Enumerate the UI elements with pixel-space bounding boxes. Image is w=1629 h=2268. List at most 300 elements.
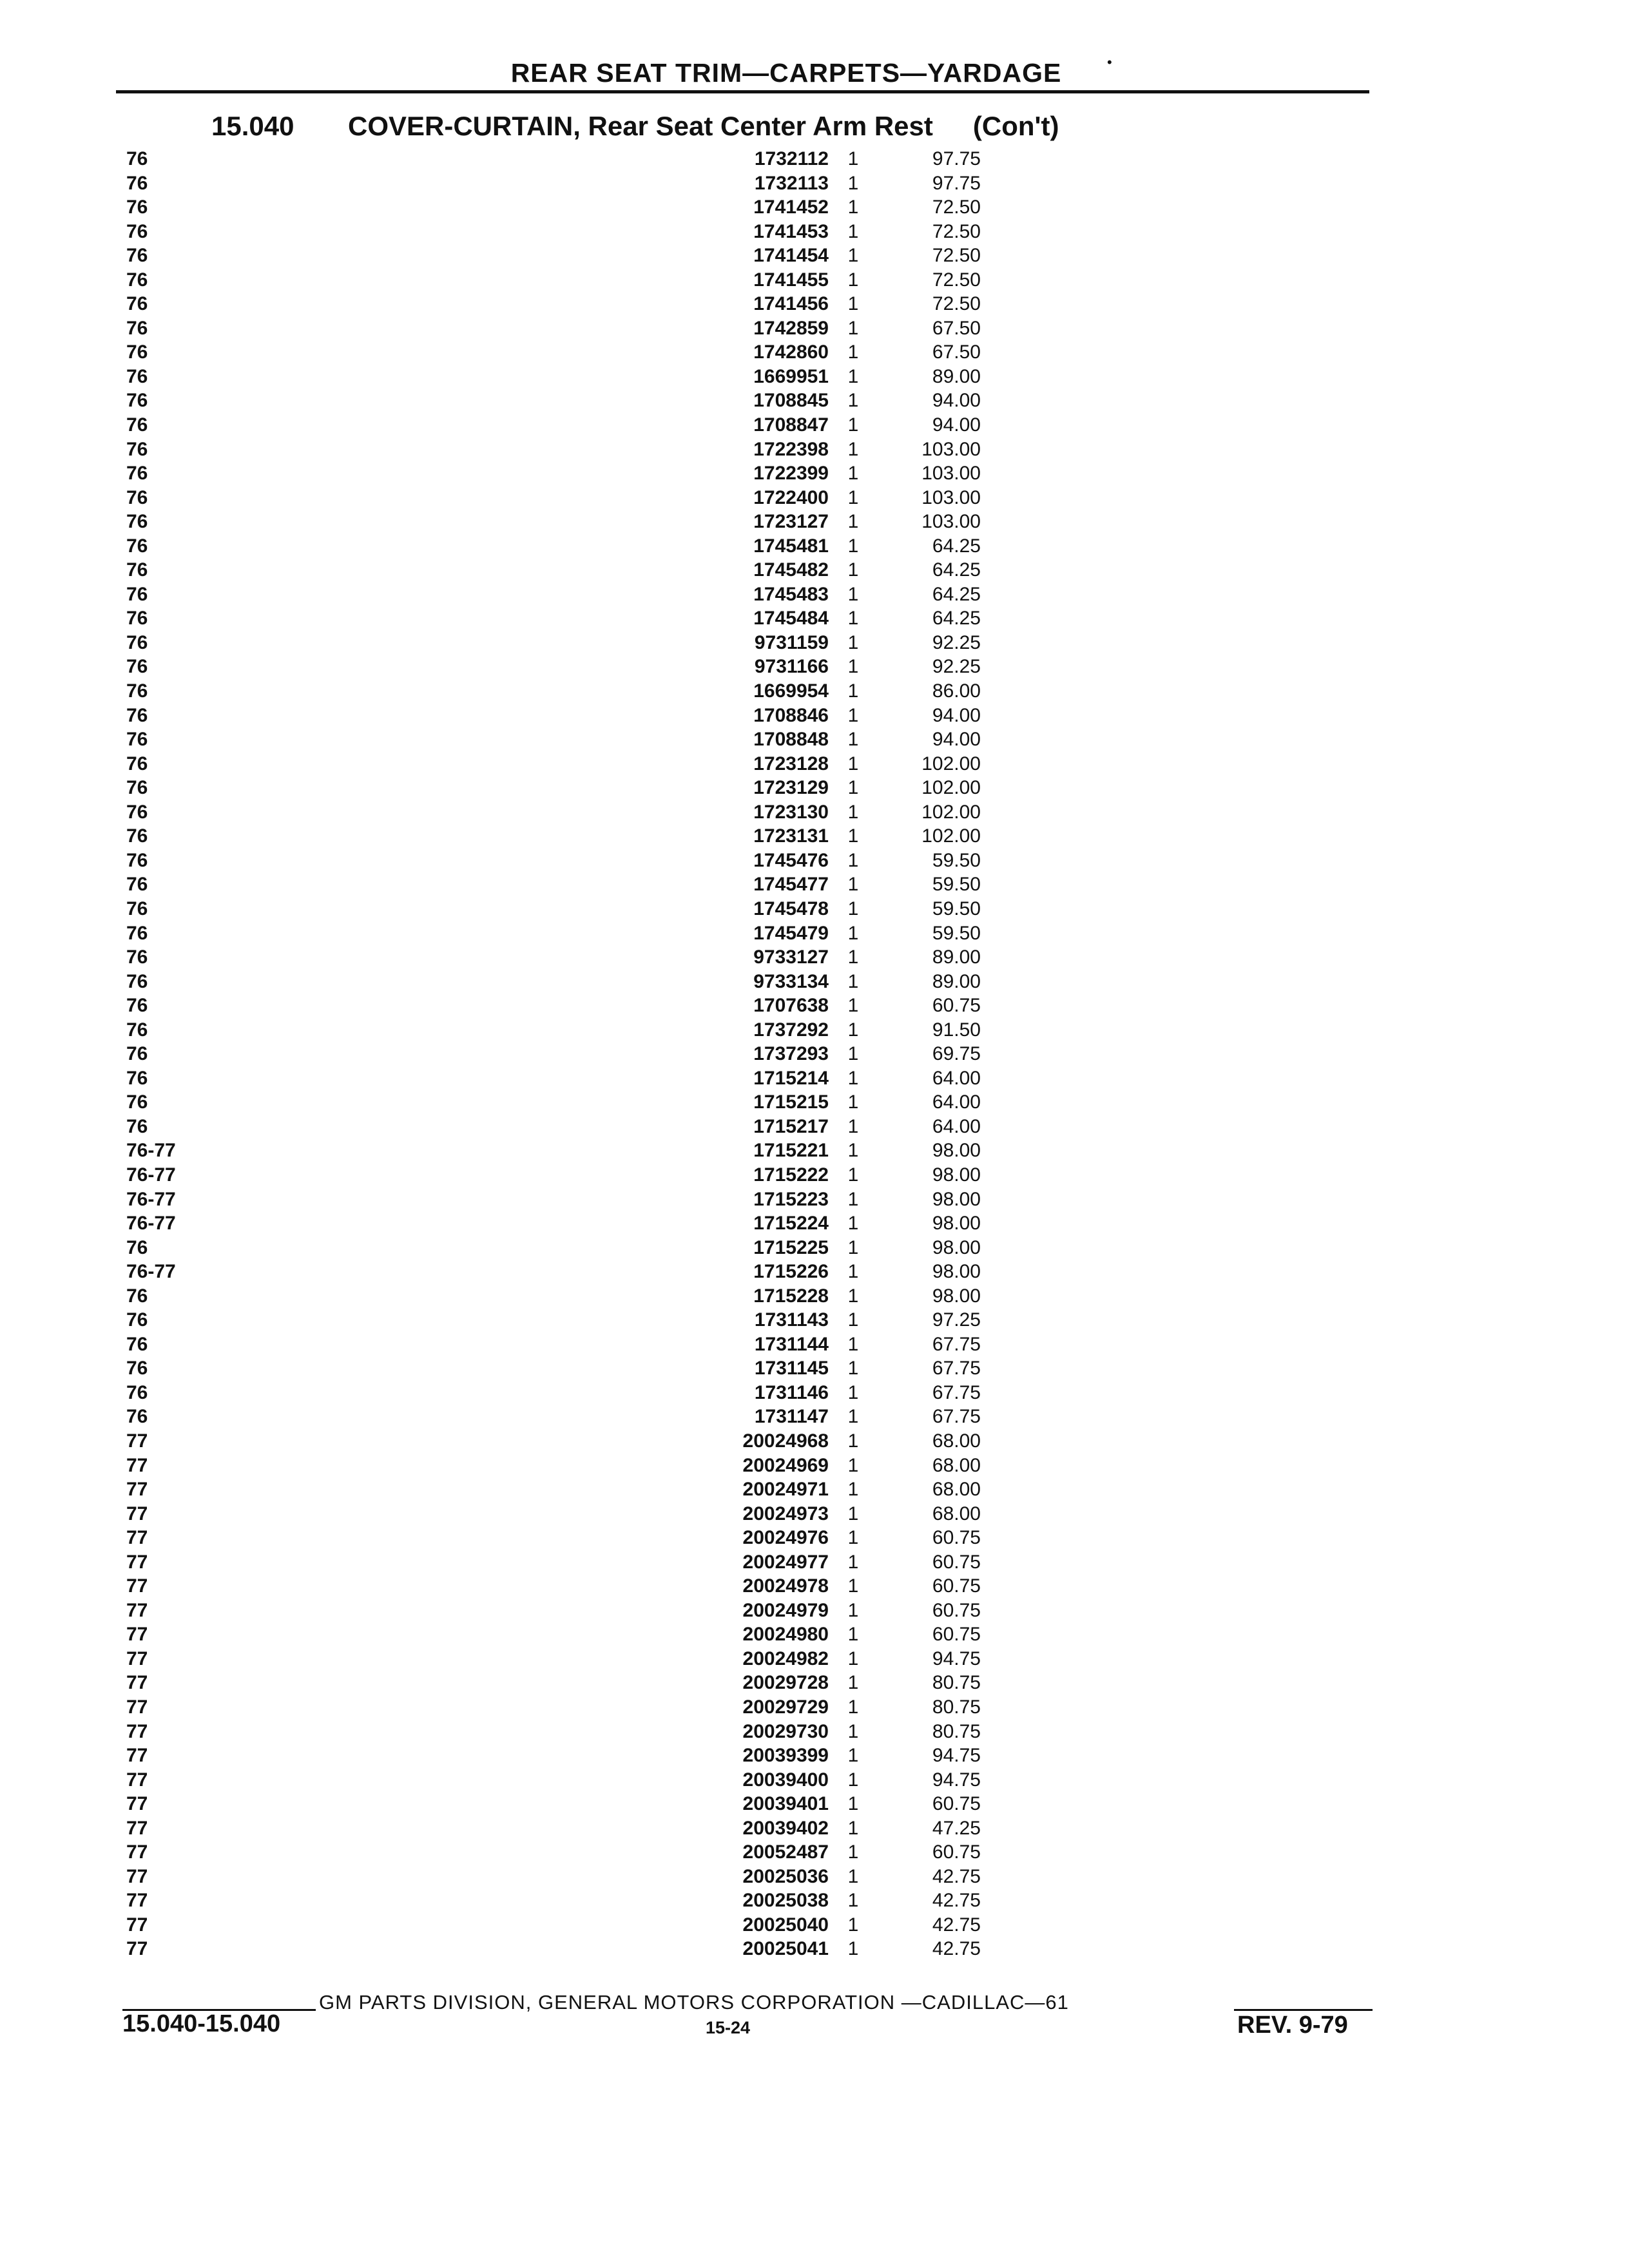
model-year: 76 xyxy=(126,1333,148,1355)
quantity: 1 xyxy=(847,341,859,363)
quantity: 1 xyxy=(847,1091,859,1113)
table-row xyxy=(126,340,1370,365)
price: 98.00 xyxy=(932,1261,981,1283)
quantity: 1 xyxy=(847,995,859,1017)
part-number: 20029729 xyxy=(742,1696,829,1718)
quantity: 1 xyxy=(847,777,859,799)
parts-table xyxy=(126,147,1370,1961)
quantity: 1 xyxy=(847,704,859,726)
part-number: 1741456 xyxy=(753,293,829,315)
price: 60.75 xyxy=(932,995,981,1017)
price: 94.75 xyxy=(932,1769,981,1791)
quantity: 1 xyxy=(847,1358,859,1379)
price: 60.75 xyxy=(932,1551,981,1573)
quantity: 1 xyxy=(847,1213,859,1235)
quantity: 1 xyxy=(847,535,859,557)
price: 89.00 xyxy=(932,947,981,968)
quantity: 1 xyxy=(847,631,859,653)
price: 103.00 xyxy=(921,486,981,508)
quantity: 1 xyxy=(847,1261,859,1283)
model-year: 77 xyxy=(126,1841,148,1863)
table-row xyxy=(126,558,1370,582)
quantity: 1 xyxy=(847,148,859,169)
footer-rule-right xyxy=(1234,2009,1373,2011)
part-number: 1723127 xyxy=(753,511,829,533)
table-row xyxy=(126,1477,1370,1502)
part-number: 1745478 xyxy=(753,898,829,919)
table-row xyxy=(126,1840,1370,1865)
quantity: 1 xyxy=(847,1624,859,1646)
table-row xyxy=(126,1622,1370,1647)
table-row xyxy=(126,1647,1370,1671)
part-number: 20024971 xyxy=(742,1479,829,1501)
price: 64.00 xyxy=(932,1067,981,1089)
model-year: 76 xyxy=(126,1381,148,1403)
model-year: 76 xyxy=(126,390,148,412)
table-row xyxy=(126,897,1370,921)
price: 97.75 xyxy=(932,172,981,194)
section-code: 15.040-15.040 xyxy=(122,2010,281,2037)
section-heading xyxy=(211,110,1371,143)
model-year: 76 xyxy=(126,365,148,387)
model-year: 76 xyxy=(126,947,148,968)
part-number: 1723129 xyxy=(753,777,829,799)
section-continued: (Con't) xyxy=(972,111,1059,141)
quantity: 1 xyxy=(847,293,859,315)
table-row xyxy=(126,510,1370,534)
quantity: 1 xyxy=(847,1599,859,1621)
quantity: 1 xyxy=(847,1067,859,1089)
part-number: 1723130 xyxy=(753,801,829,823)
model-year: 76 xyxy=(126,1406,148,1428)
part-number: 1669954 xyxy=(753,680,829,702)
price: 59.50 xyxy=(932,922,981,944)
quantity: 1 xyxy=(847,1043,859,1065)
part-number: 1737292 xyxy=(753,1019,829,1041)
model-year: 76 xyxy=(126,1115,148,1137)
model-year: 76 xyxy=(126,293,148,315)
quantity: 1 xyxy=(847,1309,859,1331)
table-row xyxy=(126,534,1370,559)
table-row xyxy=(126,1816,1370,1841)
model-year: 77 xyxy=(126,1914,148,1936)
model-year: 76-77 xyxy=(126,1188,176,1210)
price: 67.75 xyxy=(932,1333,981,1355)
price: 42.75 xyxy=(932,1865,981,1887)
model-year: 77 xyxy=(126,1817,148,1839)
publisher-line: GM PARTS DIVISION, GENERAL MOTORS CORPORATION —CADILLAC—61 xyxy=(319,1991,1069,2013)
price: 67.50 xyxy=(932,341,981,363)
model-year: 77 xyxy=(126,1551,148,1573)
model-year: 76 xyxy=(126,680,148,702)
table-row xyxy=(126,679,1370,704)
part-number: 1745481 xyxy=(753,535,829,557)
price: 60.75 xyxy=(932,1575,981,1597)
model-year: 77 xyxy=(126,1938,148,1960)
price: 60.75 xyxy=(932,1793,981,1815)
table-row xyxy=(126,1671,1370,1695)
model-year: 76-77 xyxy=(126,1140,176,1162)
table-row xyxy=(126,1332,1370,1357)
model-year: 76 xyxy=(126,729,148,751)
part-number: 1715223 xyxy=(753,1188,829,1210)
part-number: 1745479 xyxy=(753,922,829,944)
price: 72.50 xyxy=(932,293,981,315)
quantity: 1 xyxy=(847,947,859,968)
quantity: 1 xyxy=(847,1696,859,1718)
model-year: 76 xyxy=(126,970,148,992)
model-year: 77 xyxy=(126,1793,148,1815)
part-number: 20024979 xyxy=(742,1599,829,1621)
model-year: 77 xyxy=(126,1454,148,1476)
price: 64.00 xyxy=(932,1091,981,1113)
quantity: 1 xyxy=(847,1381,859,1403)
quantity: 1 xyxy=(847,729,859,751)
quantity: 1 xyxy=(847,1115,859,1137)
model-year: 76 xyxy=(126,414,148,436)
table-row xyxy=(126,1888,1370,1913)
part-number: 20025041 xyxy=(742,1938,829,1960)
price: 42.75 xyxy=(932,1890,981,1912)
table-row xyxy=(126,1526,1370,1550)
quantity: 1 xyxy=(847,1430,859,1452)
page-header xyxy=(116,57,1369,93)
model-year: 76-77 xyxy=(126,1261,176,1283)
price: 42.75 xyxy=(932,1914,981,1936)
table-row xyxy=(126,268,1370,293)
price: 68.00 xyxy=(932,1503,981,1524)
quantity: 1 xyxy=(847,922,859,944)
part-number: 1715226 xyxy=(753,1261,829,1283)
model-year: 77 xyxy=(126,1503,148,1524)
part-number: 20024982 xyxy=(742,1648,829,1669)
page-title: REAR SEAT TRIM—CARPETS—YARDAGE xyxy=(510,58,1062,88)
table-row xyxy=(126,1308,1370,1332)
model-year: 76 xyxy=(126,922,148,944)
model-year: 77 xyxy=(126,1745,148,1767)
table-row xyxy=(126,1405,1370,1429)
table-row xyxy=(126,849,1370,873)
price: 98.00 xyxy=(932,1188,981,1210)
quantity: 1 xyxy=(847,1938,859,1960)
model-year: 77 xyxy=(126,1890,148,1912)
part-number: 1732113 xyxy=(754,172,829,194)
model-year: 76 xyxy=(126,341,148,363)
quantity: 1 xyxy=(847,1454,859,1476)
quantity: 1 xyxy=(847,1769,859,1791)
table-row xyxy=(126,606,1370,631)
quantity: 1 xyxy=(847,1140,859,1162)
quantity: 1 xyxy=(847,1817,859,1839)
model-year: 76 xyxy=(126,849,148,871)
quantity: 1 xyxy=(847,390,859,412)
part-number: 20039399 xyxy=(742,1745,829,1767)
table-row xyxy=(126,195,1370,220)
model-year: 77 xyxy=(126,1527,148,1549)
table-row xyxy=(126,437,1370,462)
table-row xyxy=(126,486,1370,510)
part-number: 20025040 xyxy=(742,1914,829,1936)
price: 102.00 xyxy=(921,825,981,847)
part-number: 1745482 xyxy=(753,559,829,581)
table-row xyxy=(126,1502,1370,1526)
table-row xyxy=(126,1211,1370,1236)
price: 94.00 xyxy=(932,729,981,751)
table-row xyxy=(126,776,1370,800)
part-number: 9731166 xyxy=(754,656,829,678)
table-row xyxy=(126,921,1370,946)
model-year: 77 xyxy=(126,1479,148,1501)
table-row xyxy=(126,220,1370,244)
part-number: 1715222 xyxy=(753,1164,829,1186)
part-number: 20029730 xyxy=(742,1720,829,1742)
part-number: 9733127 xyxy=(753,947,829,968)
quantity: 1 xyxy=(847,1188,859,1210)
price: 64.00 xyxy=(932,1115,981,1137)
model-year: 77 xyxy=(126,1575,148,1597)
quantity: 1 xyxy=(847,1527,859,1549)
table-row xyxy=(126,872,1370,897)
quantity: 1 xyxy=(847,801,859,823)
part-number: 1715221 xyxy=(753,1140,829,1162)
scan-mark: • xyxy=(1107,54,1112,70)
model-year: 76 xyxy=(126,995,148,1017)
price: 98.00 xyxy=(932,1164,981,1186)
quantity: 1 xyxy=(847,511,859,533)
table-row xyxy=(126,244,1370,268)
quantity: 1 xyxy=(847,608,859,629)
quantity: 1 xyxy=(847,849,859,871)
quantity: 1 xyxy=(847,172,859,194)
table-row xyxy=(126,1599,1370,1623)
quantity: 1 xyxy=(847,1914,859,1936)
model-year: 76 xyxy=(126,148,148,169)
price: 89.00 xyxy=(932,970,981,992)
table-row xyxy=(126,655,1370,679)
quantity: 1 xyxy=(847,1865,859,1887)
part-number: 20025036 xyxy=(742,1865,829,1887)
table-row xyxy=(126,1454,1370,1478)
part-number: 9731159 xyxy=(754,631,829,653)
model-year: 76 xyxy=(126,1067,148,1089)
table-row xyxy=(126,1865,1370,1889)
part-number: 20024968 xyxy=(742,1430,829,1452)
header-rule xyxy=(116,90,1369,93)
quantity: 1 xyxy=(847,220,859,242)
part-number: 1708846 xyxy=(753,704,829,726)
price: 92.25 xyxy=(932,631,981,653)
quantity: 1 xyxy=(847,365,859,387)
model-year: 76 xyxy=(126,1285,148,1307)
model-year: 77 xyxy=(126,1720,148,1742)
part-number: 1715228 xyxy=(753,1285,829,1307)
price: 97.75 xyxy=(932,148,981,169)
price: 102.00 xyxy=(921,777,981,799)
model-year: 76 xyxy=(126,825,148,847)
model-year: 76 xyxy=(126,1043,148,1065)
model-year: 76 xyxy=(126,438,148,460)
part-number: 1715214 xyxy=(753,1067,829,1089)
part-number: 1741455 xyxy=(753,269,829,291)
price: 67.50 xyxy=(932,317,981,339)
model-year: 77 xyxy=(126,1672,148,1694)
part-number: 1723128 xyxy=(753,753,829,774)
revision-label: REV. 9-79 xyxy=(1237,2012,1348,2039)
table-row xyxy=(126,945,1370,970)
price: 64.25 xyxy=(932,608,981,629)
table-row xyxy=(126,1236,1370,1260)
quantity: 1 xyxy=(847,680,859,702)
part-number: 1731145 xyxy=(754,1358,829,1379)
part-number: 1722399 xyxy=(753,463,829,485)
model-year: 76 xyxy=(126,1309,148,1331)
model-year: 77 xyxy=(126,1696,148,1718)
price: 103.00 xyxy=(921,438,981,460)
section-number: 15.040 xyxy=(211,111,294,141)
quantity: 1 xyxy=(847,438,859,460)
part-number: 1737293 xyxy=(753,1043,829,1065)
price: 60.75 xyxy=(932,1624,981,1646)
price: 80.75 xyxy=(932,1720,981,1742)
table-row xyxy=(126,1913,1370,1937)
price: 69.75 xyxy=(932,1043,981,1065)
quantity: 1 xyxy=(847,656,859,678)
table-row xyxy=(126,1550,1370,1575)
table-row xyxy=(126,970,1370,994)
table-row xyxy=(126,1429,1370,1454)
part-number: 1722398 xyxy=(753,438,829,460)
model-year: 76 xyxy=(126,801,148,823)
table-row xyxy=(126,365,1370,389)
table-row xyxy=(126,389,1370,413)
price: 94.00 xyxy=(932,704,981,726)
table-row xyxy=(126,1381,1370,1405)
model-year: 77 xyxy=(126,1648,148,1669)
part-number: 9733134 xyxy=(753,970,829,992)
price: 72.50 xyxy=(932,245,981,267)
price: 103.00 xyxy=(921,463,981,485)
price: 47.25 xyxy=(932,1817,981,1839)
table-row xyxy=(126,1163,1370,1187)
table-row xyxy=(126,727,1370,752)
part-number: 20039402 xyxy=(742,1817,829,1839)
model-year: 76 xyxy=(126,1091,148,1113)
part-number: 20024977 xyxy=(742,1551,829,1573)
part-number: 1745483 xyxy=(753,583,829,605)
price: 59.50 xyxy=(932,849,981,871)
table-row xyxy=(126,1574,1370,1599)
part-number: 1731147 xyxy=(754,1406,829,1428)
price: 68.00 xyxy=(932,1430,981,1452)
quantity: 1 xyxy=(847,970,859,992)
part-number: 1742860 xyxy=(753,341,829,363)
part-number: 1741454 xyxy=(753,245,829,267)
price: 42.75 xyxy=(932,1938,981,1960)
part-number: 1745477 xyxy=(753,874,829,896)
part-number: 1723131 xyxy=(753,825,829,847)
section-name: COVER-CURTAIN, Rear Seat Center Arm Rest xyxy=(348,111,933,141)
price: 72.50 xyxy=(932,269,981,291)
model-year: 77 xyxy=(126,1430,148,1452)
quantity: 1 xyxy=(847,583,859,605)
quantity: 1 xyxy=(847,1479,859,1501)
quantity: 1 xyxy=(847,486,859,508)
model-year: 76 xyxy=(126,608,148,629)
price: 103.00 xyxy=(921,511,981,533)
model-year: 76 xyxy=(126,753,148,774)
quantity: 1 xyxy=(847,1720,859,1742)
part-number: 1745476 xyxy=(753,849,829,871)
part-number: 20039401 xyxy=(742,1793,829,1815)
model-year: 76 xyxy=(126,777,148,799)
quantity: 1 xyxy=(847,1745,859,1767)
part-number: 1731143 xyxy=(754,1309,829,1331)
table-row xyxy=(126,1018,1370,1043)
model-year: 76 xyxy=(126,656,148,678)
quantity: 1 xyxy=(847,1890,859,1912)
model-year: 76 xyxy=(126,511,148,533)
table-row xyxy=(126,1115,1370,1139)
price: 94.75 xyxy=(932,1745,981,1767)
price: 60.75 xyxy=(932,1527,981,1549)
model-year: 76 xyxy=(126,317,148,339)
part-number: 1731144 xyxy=(754,1333,829,1355)
table-row xyxy=(126,171,1370,196)
table-row xyxy=(126,704,1370,728)
table-row xyxy=(126,631,1370,655)
table-row xyxy=(126,752,1370,776)
model-year: 76 xyxy=(126,898,148,919)
part-number: 1715225 xyxy=(753,1236,829,1258)
quantity: 1 xyxy=(847,1841,859,1863)
part-number: 1708848 xyxy=(753,729,829,751)
quantity: 1 xyxy=(847,245,859,267)
part-number: 1722400 xyxy=(753,486,829,508)
price: 98.00 xyxy=(932,1140,981,1162)
page-number: 15-24 xyxy=(706,2018,751,2037)
part-number: 1715215 xyxy=(753,1091,829,1113)
quantity: 1 xyxy=(847,898,859,919)
part-number: 20029728 xyxy=(742,1672,829,1694)
model-year: 77 xyxy=(126,1599,148,1621)
part-number: 20024973 xyxy=(742,1503,829,1524)
table-row xyxy=(126,1042,1370,1066)
price: 67.75 xyxy=(932,1381,981,1403)
price: 64.25 xyxy=(932,559,981,581)
model-year: 76 xyxy=(126,245,148,267)
part-number: 1715217 xyxy=(753,1115,829,1137)
table-row xyxy=(126,1937,1370,1961)
part-number: 20024969 xyxy=(742,1454,829,1476)
price: 94.75 xyxy=(932,1648,981,1669)
model-year: 77 xyxy=(126,1624,148,1646)
part-number: 1741452 xyxy=(753,197,829,218)
part-number: 1708845 xyxy=(753,390,829,412)
price: 60.75 xyxy=(932,1841,981,1863)
part-number: 20039400 xyxy=(742,1769,829,1791)
quantity: 1 xyxy=(847,1406,859,1428)
model-year: 76-77 xyxy=(126,1164,176,1186)
price: 67.75 xyxy=(932,1406,981,1428)
price: 64.25 xyxy=(932,535,981,557)
price: 94.00 xyxy=(932,414,981,436)
part-number: 1669951 xyxy=(753,365,829,387)
model-year: 76 xyxy=(126,1358,148,1379)
table-row xyxy=(126,147,1370,171)
quantity: 1 xyxy=(847,753,859,774)
quantity: 1 xyxy=(847,1551,859,1573)
table-row xyxy=(126,1768,1370,1792)
